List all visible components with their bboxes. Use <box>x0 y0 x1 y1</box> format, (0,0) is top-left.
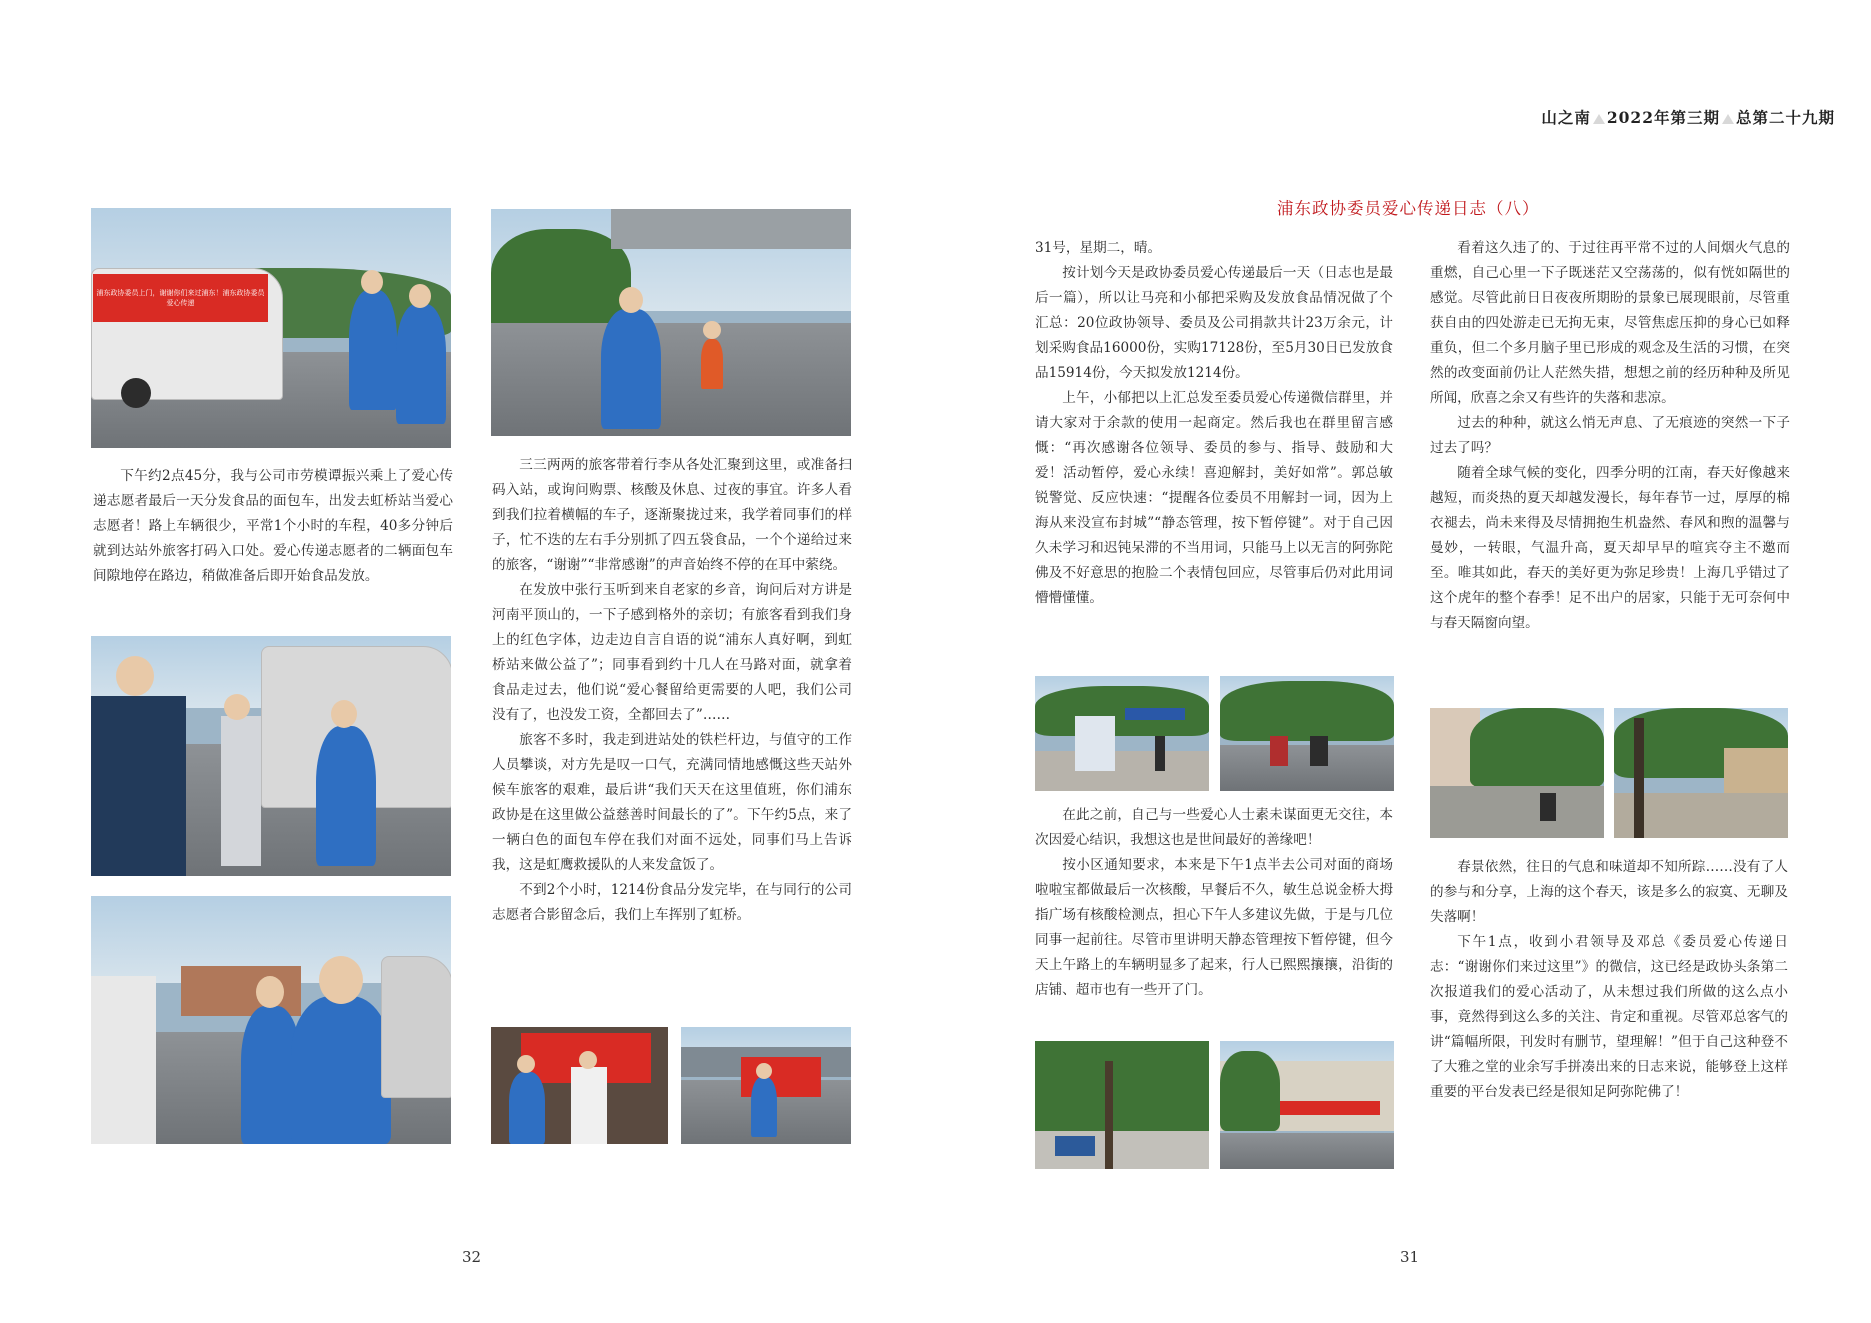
journal-total-issue: 总第二十九期 <box>1735 108 1835 127</box>
photo-shopfronts <box>1220 1041 1394 1169</box>
right-page-column-2-top <box>1430 236 1790 636</box>
photo-testing-booth <box>1035 676 1209 791</box>
photo-volunteer-child <box>491 209 851 436</box>
right-page-column-1-top <box>1035 236 1393 611</box>
left-page-column-1 <box>93 464 453 589</box>
photo-street-scooters <box>1220 676 1394 791</box>
paragraph: 春景依然，往日的气息和味道却不知所踪……没有了人的参与和分享，上海的这个春天，该是多么的寂寞、无聊及失落啊！ <box>1430 859 1788 925</box>
paragraph: 随着全球气候的变化，四季分明的江南，春天好像越来越短，而炎热的夏天却越发漫长，每年春节一过，厚厚的棉衣褪去，尚未来得及尽情拥抱生机盎然、春风和煦的温馨与曼妙，一转眼，气温升高，夏天却早早的喧宾夺主不邀而至。唯其如此，春天的美好更为弥足珍贵！上海几乎错过了这个虎年的整个春季！足不出户的居家，只能于无可奈何中与春天隔窗向望。 <box>1430 465 1790 631</box>
paragraph: 下午约2点45分，我与公司市劳模谭振兴乘上了爱心传递志愿者最后一天分发食品的面包车，出发去虹桥站当爱心志愿者！路上车辆很少，平常1个小时的车程，40多分钟后就到达站外旅客打码入口处。爱心传递志愿者的二辆面包车间隙地停在路边，稍做准备后即开始食品发放。 <box>93 468 453 584</box>
journal-issue: 2022年第三期 <box>1606 108 1720 127</box>
photo-crosswalk-trees <box>1430 708 1604 838</box>
banner-text: 浦东政协委员上门，谢谢你们来过浦东！浦东政协委员爱心传递 <box>96 289 265 307</box>
photo-tree-lined-street <box>1035 1041 1209 1169</box>
triangle-separator-icon <box>1593 114 1605 124</box>
journal-header <box>1541 106 1835 128</box>
article-title: 浦东政协委员爱心传递日志（八） <box>1277 199 1540 218</box>
paragraph: 31号，星期二，晴。 <box>1035 240 1162 256</box>
photo-van-banner <box>91 208 451 448</box>
paragraph: 看着这久违了的、于过往再平常不过的人间烟火气息的重燃，自己心里一下子既迷茫又空荡荡的，似有恍如隔世的感觉。尽管此前日日夜夜所期盼的景象已展现眼前，尽管重获自由的四处游走已无拘无束，尽管焦虑压抑的身心已如释重负，但二个多月脑子里已形成的观念及生活的习惯，在突然的改变面前仍让人茫然失措，想想之前的经历种种及所见所闻，欣喜之余又有些许的失落和悲凉。 <box>1430 240 1790 406</box>
paragraph: 按计划今天是政协委员爱心传递最后一天（日志也是最后一篇），所以让马亮和小郁把采购及发放食品情况做了个汇总：20位政协领导、委员及公司捐款共计23万余元，计划采购食品16000份，实购17128份，至5月30日已发放食品15914份，今天拟发放1214份。 <box>1035 265 1393 381</box>
paragraph: 不到2个小时，1214份食品分发完毕，在与同行的公司志愿者合影留念后，我们上车挥别了虹桥。 <box>492 882 852 923</box>
paragraph: 下午1点，收到小君领导及邓总《委员爱心传递日志：“谢谢你们来过这里”》的微信，这已经是政协头条第二次报道我们的爱心活动了，从未想过我们所做的这么点小事，竟然得到这么多的关注、肯定和重视。尽管邓总客气的讲“篇幅所限，刊发时有删节，望理解！”但于自己这种登不了大雅之堂的业余写手拼凑出来的日志来说，能够登上这样重要的平台发表已经是很知足阿弥陀佛了！ <box>1430 934 1788 1100</box>
paragraph: 按小区通知要求，本来是下午1点半去公司对面的商场啦啦宝都做最后一次核酸，早餐后不久，敏生总说金桥大拇指广场有核酸检测点，担心下午人多建议先做，于是与几位同事一起前往。尽管市里讲明天静态管理按下暂停键，但今天上午路上的车辆明显多了起来，行人已熙熙攘攘，沿街的店铺、超市也有一些开了门。 <box>1035 857 1393 998</box>
page-number-left: 32 <box>462 1248 482 1266</box>
photo-food-distribution-van <box>91 636 451 876</box>
paragraph: 旅客不多时，我走到进站处的铁栏杆边，与值守的工作人员攀谈，对方先是叹一口气，充满同情地感慨这些天站外候车旅客的艰难，最后讲“我们天天在这里值班，你们浦东政协是在这里做公益慈善时间最长的了”。下午约5点，来了一辆白色的面包车停在我们对面不远处，同事们马上告诉我，这是虹鹰救援队的人来发盒饭了。 <box>492 732 852 873</box>
page-number-right: 31 <box>1400 1248 1420 1266</box>
right-page-column-2-bottom <box>1430 855 1788 1105</box>
paragraph: 在此之前，自己与一些爱心人士素未谋面更无交往，本次因爱心结识，我想这也是世间最好的善缘吧！ <box>1035 807 1393 848</box>
paragraph: 在发放中张行玉听到来自老家的乡音，询问后对方讲是河南平顶山的，一下子感到格外的亲切；有旅客看到我们身上的红色字体，边走边自言自语的说“浦东人真好啊，到虹桥站来做公益了”；同事看到约十几人在马路对面，就拿着食品走过去，他们说“爱心餐留给更需要的人吧，我们公司没有了，也没发工资，全都回去了”…… <box>492 582 852 723</box>
photo-volunteers-roadside <box>681 1027 851 1144</box>
photo-handing-food <box>91 896 451 1144</box>
triangle-separator-icon <box>1722 114 1734 124</box>
paragraph: 上午，小郁把以上汇总发至委员爱心传递微信群里，并请大家对于余款的使用一起商定。然后我也在群里留言感慨：“再次感谢各位领导、委员的参与、指导、鼓励和大爱！活动暂停，爱心永续！喜迎解封，美好如常”。郭总敏锐警觉、反应快速：“提醒各位委员不用解封一词，因为上海从来没宣布封城”“静态管理，按下暂停键”。对于自己因久未学习和迟钝呆滞的不当用词，只能马上以无言的阿弥陀佛及不好意思的抱脸二个表情包回应，尽管事后仍对此用词懵懵懂懂。 <box>1035 390 1393 606</box>
paragraph: 三三两两的旅客带着行李从各处汇聚到这里，或准备扫码入站，或询问购票、核酸及休息、过夜的事宜。许多人看到我们拉着横幅的车子，逐渐聚拢过来，我学着同事们的样子，忙不迭的左右手分别抓了四五袋食品，一个个递给过来的旅客，“谢谢”“非常感谢”的声音始终不停的在耳中萦绕。 <box>492 457 852 573</box>
photo-volunteers-red-booth <box>491 1027 668 1144</box>
journal-name: 山之南 <box>1541 108 1591 127</box>
left-page-column-2 <box>492 453 852 928</box>
paragraph: 过去的种种，就这么悄无声息、了无痕迹的突然一下子过去了吗？ <box>1430 415 1790 456</box>
photo-sidewalk-trees <box>1614 708 1788 838</box>
right-page-column-1-bottom <box>1035 803 1393 1003</box>
